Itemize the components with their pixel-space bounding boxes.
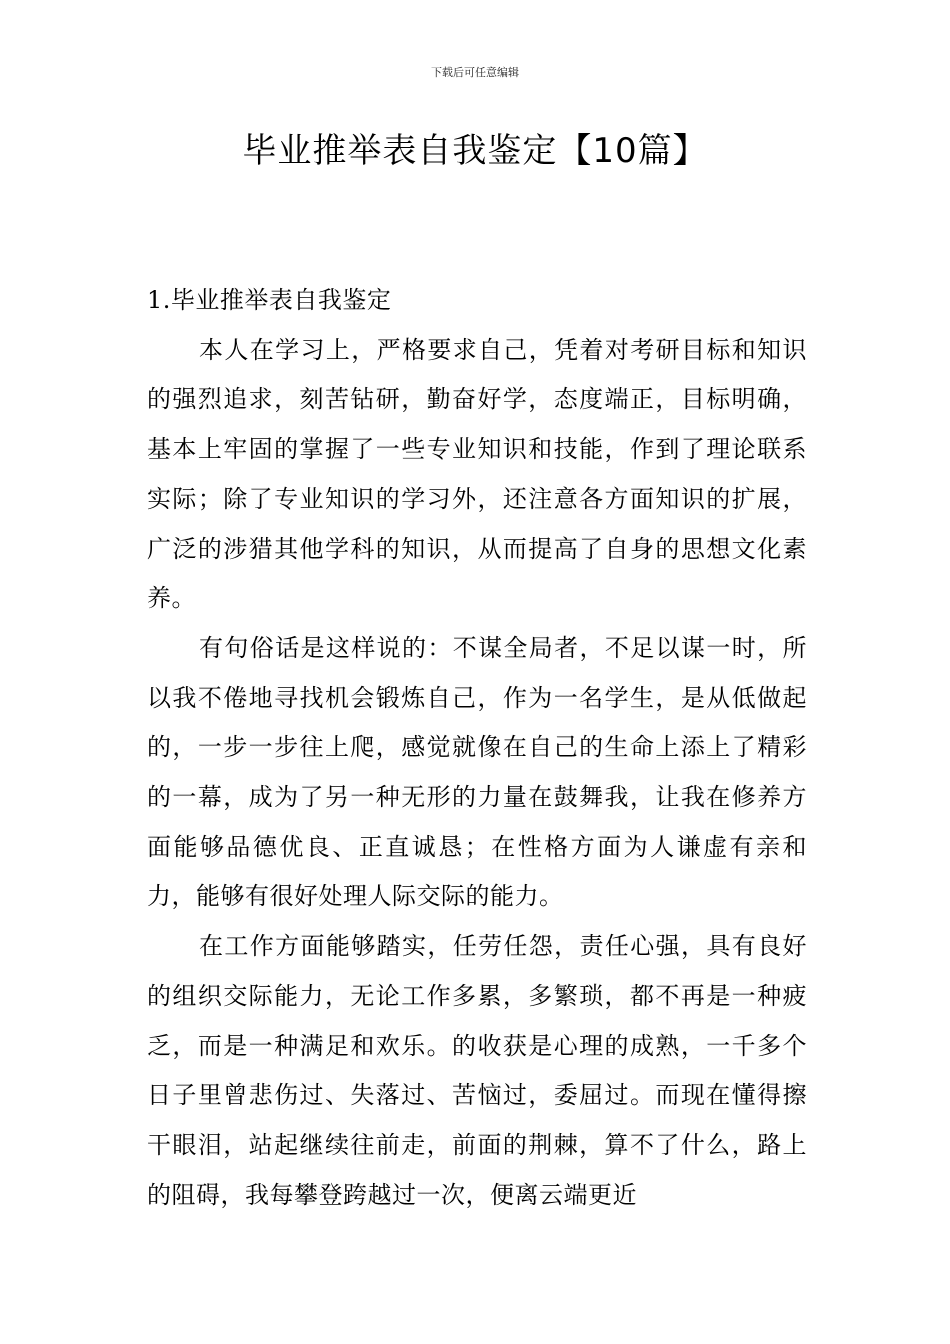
body-paragraph-1: 本人在学习上，严格要求自己，凭着对考研目标和知识的强烈追求，刻苦钻研，勤奋好学，态度端正，目标明确，基本上牢固的掌握了一些专业知识和技能，作到了理论联系实际；除了专业知识的学习外，还注意各方面知识的扩展，广泛的涉猎其他学科的知识，从而提高了自身的思想文化素养。 xyxy=(147,335,807,613)
section-heading: 1.毕业推举表自我鉴定 xyxy=(147,286,392,314)
body-paragraph-3: 在工作方面能够踏实，任劳任怨，责任心强，具有良好的组织交际能力，无论工作多累，多繁琐，都不再是一种疲乏，而是一种满足和欢乐。的收获是心理的成熟，一千多个日子里曾悲伤过、失落过、苦恼过，委屈过。而现在懂得擦干眼泪，站起继续往前走，前面的荆棘，算不了什么，路上的阻碍，我每攀登跨越过一次，便离云端更近 xyxy=(147,932,807,1209)
document-body xyxy=(147,276,807,1220)
header-note: 下载后可任意编辑 xyxy=(431,66,519,79)
document-title: 毕业推举表自我鉴定【10篇】 xyxy=(242,131,708,171)
body-paragraph-2: 有句俗话是这样说的：不谋全局者，不足以谋一时，所以我不倦地寻找机会锻炼自己，作为一名学生，是从低做起的，一步一步往上爬，感觉就像在自己的生命上添上了精彩的一幕，成为了另一种无形的力量在鼓舞我，让我在修养方面能够品德优良、正直诚恳；在性格方面为人谦虚有亲和力，能够有很好处理人际交际的能力。 xyxy=(147,633,807,911)
